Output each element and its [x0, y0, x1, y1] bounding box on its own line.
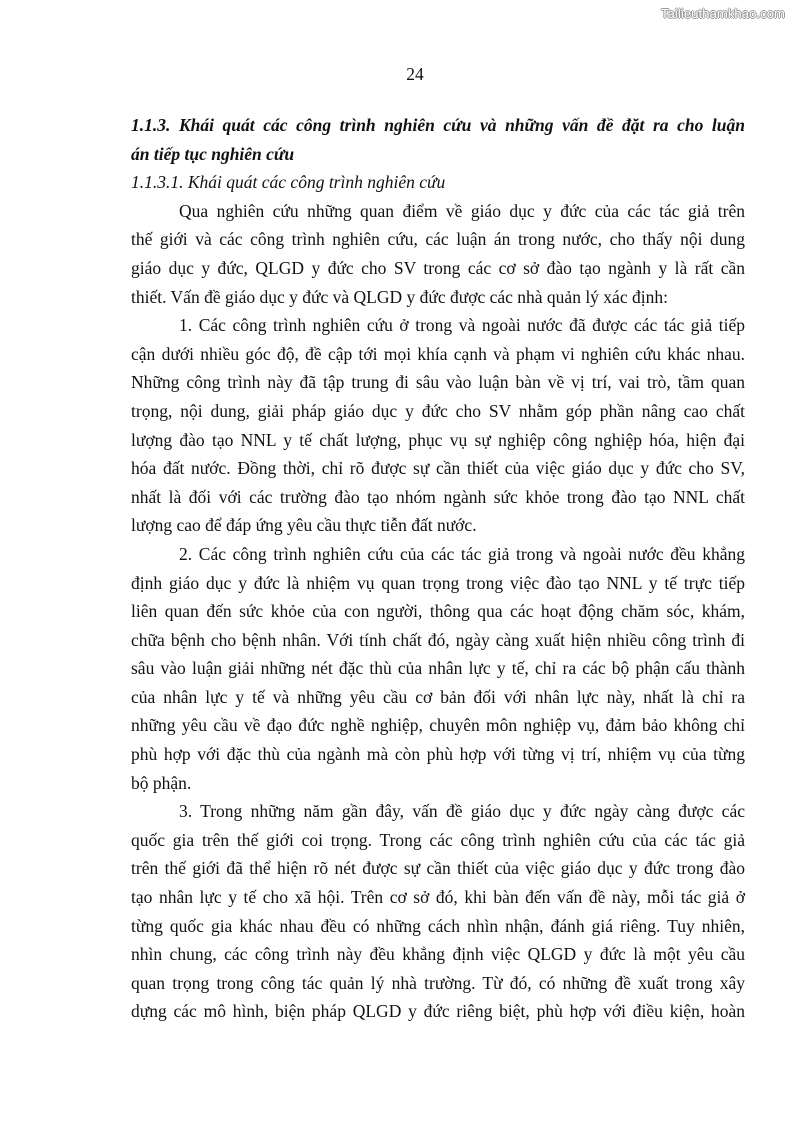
- paragraph-line: 1. Các công trình nghiên cứu ở trong và ngoài nước đã được các tác giả tiếp: [179, 315, 745, 336]
- paragraph-line: thế giới và các công trình nghiên cứu, các luận án trong nước, cho thấy nội dung: [131, 229, 745, 250]
- paragraph-line: lượng đào tạo NNL y tế chất lượng, phục vụ sự nghiệp công nghiệp hóa, hiện đại: [131, 429, 745, 450]
- paragraph-line: cận dưới nhiều góc độ, đề cập tới mọi khía cạnh và phạm vi nghiên cứu khác nhau.: [131, 343, 745, 364]
- paragraph-line: quốc gia trên thế giới coi trọng. Trong các công trình nghiên cứu của các tác giả: [131, 829, 745, 850]
- paragraph-line: bộ phận.: [131, 772, 192, 793]
- paragraph-line: 3. Trong những năm gần đây, vấn đề giáo dục y đức ngày càng được các: [179, 801, 745, 822]
- paragraph-line: Qua nghiên cứu những quan điểm về giáo dục y đức của các tác giả trên: [179, 200, 745, 221]
- paragraph-point-1: [131, 311, 745, 540]
- paragraph-line: 2. Các công trình nghiên cứu của các tác giả trong và ngoài nước đều khẳng: [179, 543, 745, 564]
- paragraph-line: nhìn chung, các công trình này đều khẳng định việc QLGD y đức là một yêu cầu: [131, 944, 745, 965]
- paragraph-point-2: [131, 540, 745, 797]
- page-number: 24: [406, 64, 424, 84]
- paragraph-line: liên quan đến sức khỏe của con người, thông qua các hoạt động chăm sóc, khám,: [131, 601, 745, 622]
- paragraph-line: của nhân lực y tế và những yêu cầu cơ bản đối với nhân lực này, nhất là chỉ ra: [131, 686, 745, 707]
- heading-line: án tiếp tục nghiên cứu: [131, 143, 295, 164]
- paragraph-line: Những công trình này đã tập trung đi sâu vào luận bàn về vị trí, vai trò, tầm quan: [131, 372, 745, 393]
- subsection-heading: [131, 168, 745, 197]
- paragraph-line: phù hợp với đặc thù của ngành mà còn phù hợp với từng vị trí, nhiệm vụ của từng: [131, 744, 745, 765]
- subheading-line: 1.1.3.1. Khái quát các công trình nghiên cứu: [131, 172, 446, 193]
- paragraph-line: trọng, nội dung, giải pháp giáo dục y đức cho SV nhằm góp phần nâng cao chất: [131, 400, 745, 421]
- paragraph-line: nhất là đối với các trường đào tạo nhóm ngành sức khỏe trong đào tạo NNL chất: [131, 486, 745, 507]
- watermark: Tailieuthamkhao.com: [660, 6, 785, 21]
- paragraph-line: giáo dục y đức, QLGD y đức cho SV trong các cơ sở đào tạo ngành y là rất cần: [131, 257, 745, 278]
- paragraph-point-3: [131, 797, 745, 1026]
- paragraph-line: thiết. Vấn đề giáo dục y đức và QLGD y đức được các nhà quản lý xác định:: [131, 286, 668, 307]
- paragraph-line: sâu vào luận giải những nét đặc thù của nhân lực y tế, chỉ ra các bộ phận cấu thành: [131, 658, 745, 679]
- document-body: [131, 111, 745, 1026]
- paragraph-line: tạo nhân lực y tế cho xã hội. Trên cơ sở đó, khi bàn đến vấn đề này, mỗi tác giả ở: [131, 887, 745, 908]
- paragraph-line: từng quốc gia khác nhau đều có những cách nhìn nhận, đánh giá riêng. Tuy nhiên,: [131, 915, 745, 936]
- paragraph-line: trên thế giới đã thể hiện rõ nét được sự cần thiết của việc giáo dục y đức trong đào: [131, 858, 745, 879]
- heading-line: 1.1.3. Khái quát các công trình nghiên cứu và những vấn đề đặt ra cho luận: [131, 115, 745, 135]
- section-heading: [131, 111, 745, 168]
- paragraph-line: dựng các mô hình, biện pháp QLGD y đức riêng biệt, phù hợp với điều kiện, hoàn: [131, 1001, 745, 1022]
- paragraph-line: hóa đất nước. Đồng thời, chỉ rõ được sự cần thiết của việc giáo dục y đức cho SV,: [131, 458, 745, 479]
- paragraph-line: những yêu cầu về đạo đức nghề nghiệp, chuyên môn nghiệp vụ, đảm bảo không chỉ: [131, 715, 745, 736]
- paragraph-line: định giáo dục y đức là nhiệm vụ quan trọng trong việc đào tạo NNL y tế trực tiếp: [131, 572, 745, 593]
- paragraph-line: chữa bệnh cho bệnh nhân. Với tính chất đó, ngày càng xuất hiện nhiều công trình đi: [131, 629, 745, 650]
- paragraph-intro: [131, 197, 745, 311]
- paragraph-line: lượng cao để đáp ứng yêu cầu thực tiễn đất nước.: [131, 515, 477, 536]
- paragraph-line: quan trọng trong công tác quản lý nhà trường. Từ đó, có những đề xuất trong xây: [131, 972, 745, 993]
